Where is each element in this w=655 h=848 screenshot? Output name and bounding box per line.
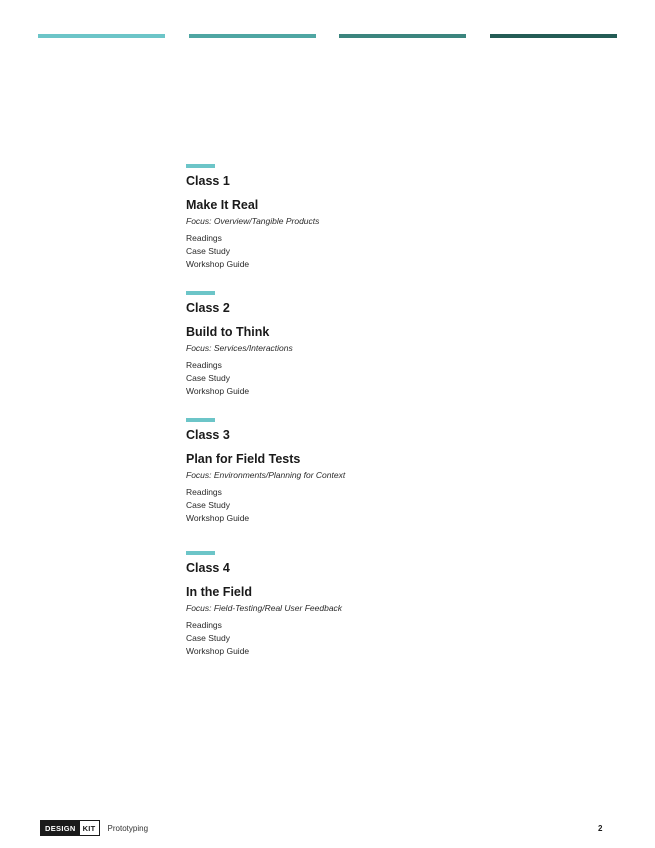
section-accent-bar bbox=[186, 551, 215, 555]
resource-readings: Readings bbox=[186, 487, 222, 497]
resource-readings: Readings bbox=[186, 233, 222, 243]
page-number: 2 bbox=[598, 824, 603, 833]
section-accent-bar bbox=[186, 291, 215, 295]
class-resources bbox=[186, 619, 506, 658]
resource-workshop-guide: Workshop Guide bbox=[186, 513, 250, 523]
resource-workshop-guide: Workshop Guide bbox=[186, 259, 250, 269]
class-resources bbox=[186, 359, 506, 398]
class-resources bbox=[186, 486, 506, 525]
class-label: Class 4 bbox=[186, 561, 230, 575]
resource-readings: Readings bbox=[186, 360, 222, 370]
resource-case-study: Case Study bbox=[186, 633, 230, 643]
class-title: Make It Real bbox=[186, 198, 259, 212]
design-kit-logo bbox=[40, 820, 100, 836]
class-block-2 bbox=[186, 291, 506, 398]
class-block-3 bbox=[186, 418, 506, 525]
class-title: In the Field bbox=[186, 585, 252, 599]
section-accent-bar bbox=[186, 164, 215, 168]
resource-readings: Readings bbox=[186, 620, 222, 630]
class-block-1 bbox=[186, 164, 506, 271]
class-label: Class 2 bbox=[186, 301, 230, 315]
class-focus: Focus: Overview/Tangible Products bbox=[186, 216, 320, 226]
resource-workshop-guide: Workshop Guide bbox=[186, 386, 250, 396]
class-resources bbox=[186, 232, 506, 271]
logo-kit-text: KIT bbox=[80, 821, 99, 835]
class-label: Class 1 bbox=[186, 174, 230, 188]
class-list bbox=[186, 164, 506, 658]
class-focus: Focus: Field-Testing/Real User Feedback bbox=[186, 603, 343, 613]
class-title: Build to Think bbox=[186, 325, 270, 339]
header-bar-1 bbox=[38, 34, 165, 38]
resource-case-study: Case Study bbox=[186, 373, 230, 383]
header-bar-3 bbox=[339, 34, 466, 38]
header-bar-4 bbox=[490, 34, 617, 38]
header-bar-2 bbox=[189, 34, 316, 38]
section-accent-bar bbox=[186, 418, 215, 422]
resource-case-study: Case Study bbox=[186, 500, 230, 510]
class-label: Class 3 bbox=[186, 428, 230, 442]
resource-case-study: Case Study bbox=[186, 246, 230, 256]
class-focus: Focus: Services/Interactions bbox=[186, 343, 293, 353]
resource-workshop-guide: Workshop Guide bbox=[186, 646, 250, 656]
class-block-4 bbox=[186, 551, 506, 658]
logo-design-text: DESIGN bbox=[41, 821, 80, 835]
page-footer bbox=[40, 820, 148, 836]
footer-section-label: Prototyping bbox=[107, 823, 149, 833]
class-focus: Focus: Environments/Planning for Context bbox=[186, 470, 346, 480]
class-title: Plan for Field Tests bbox=[186, 452, 301, 466]
